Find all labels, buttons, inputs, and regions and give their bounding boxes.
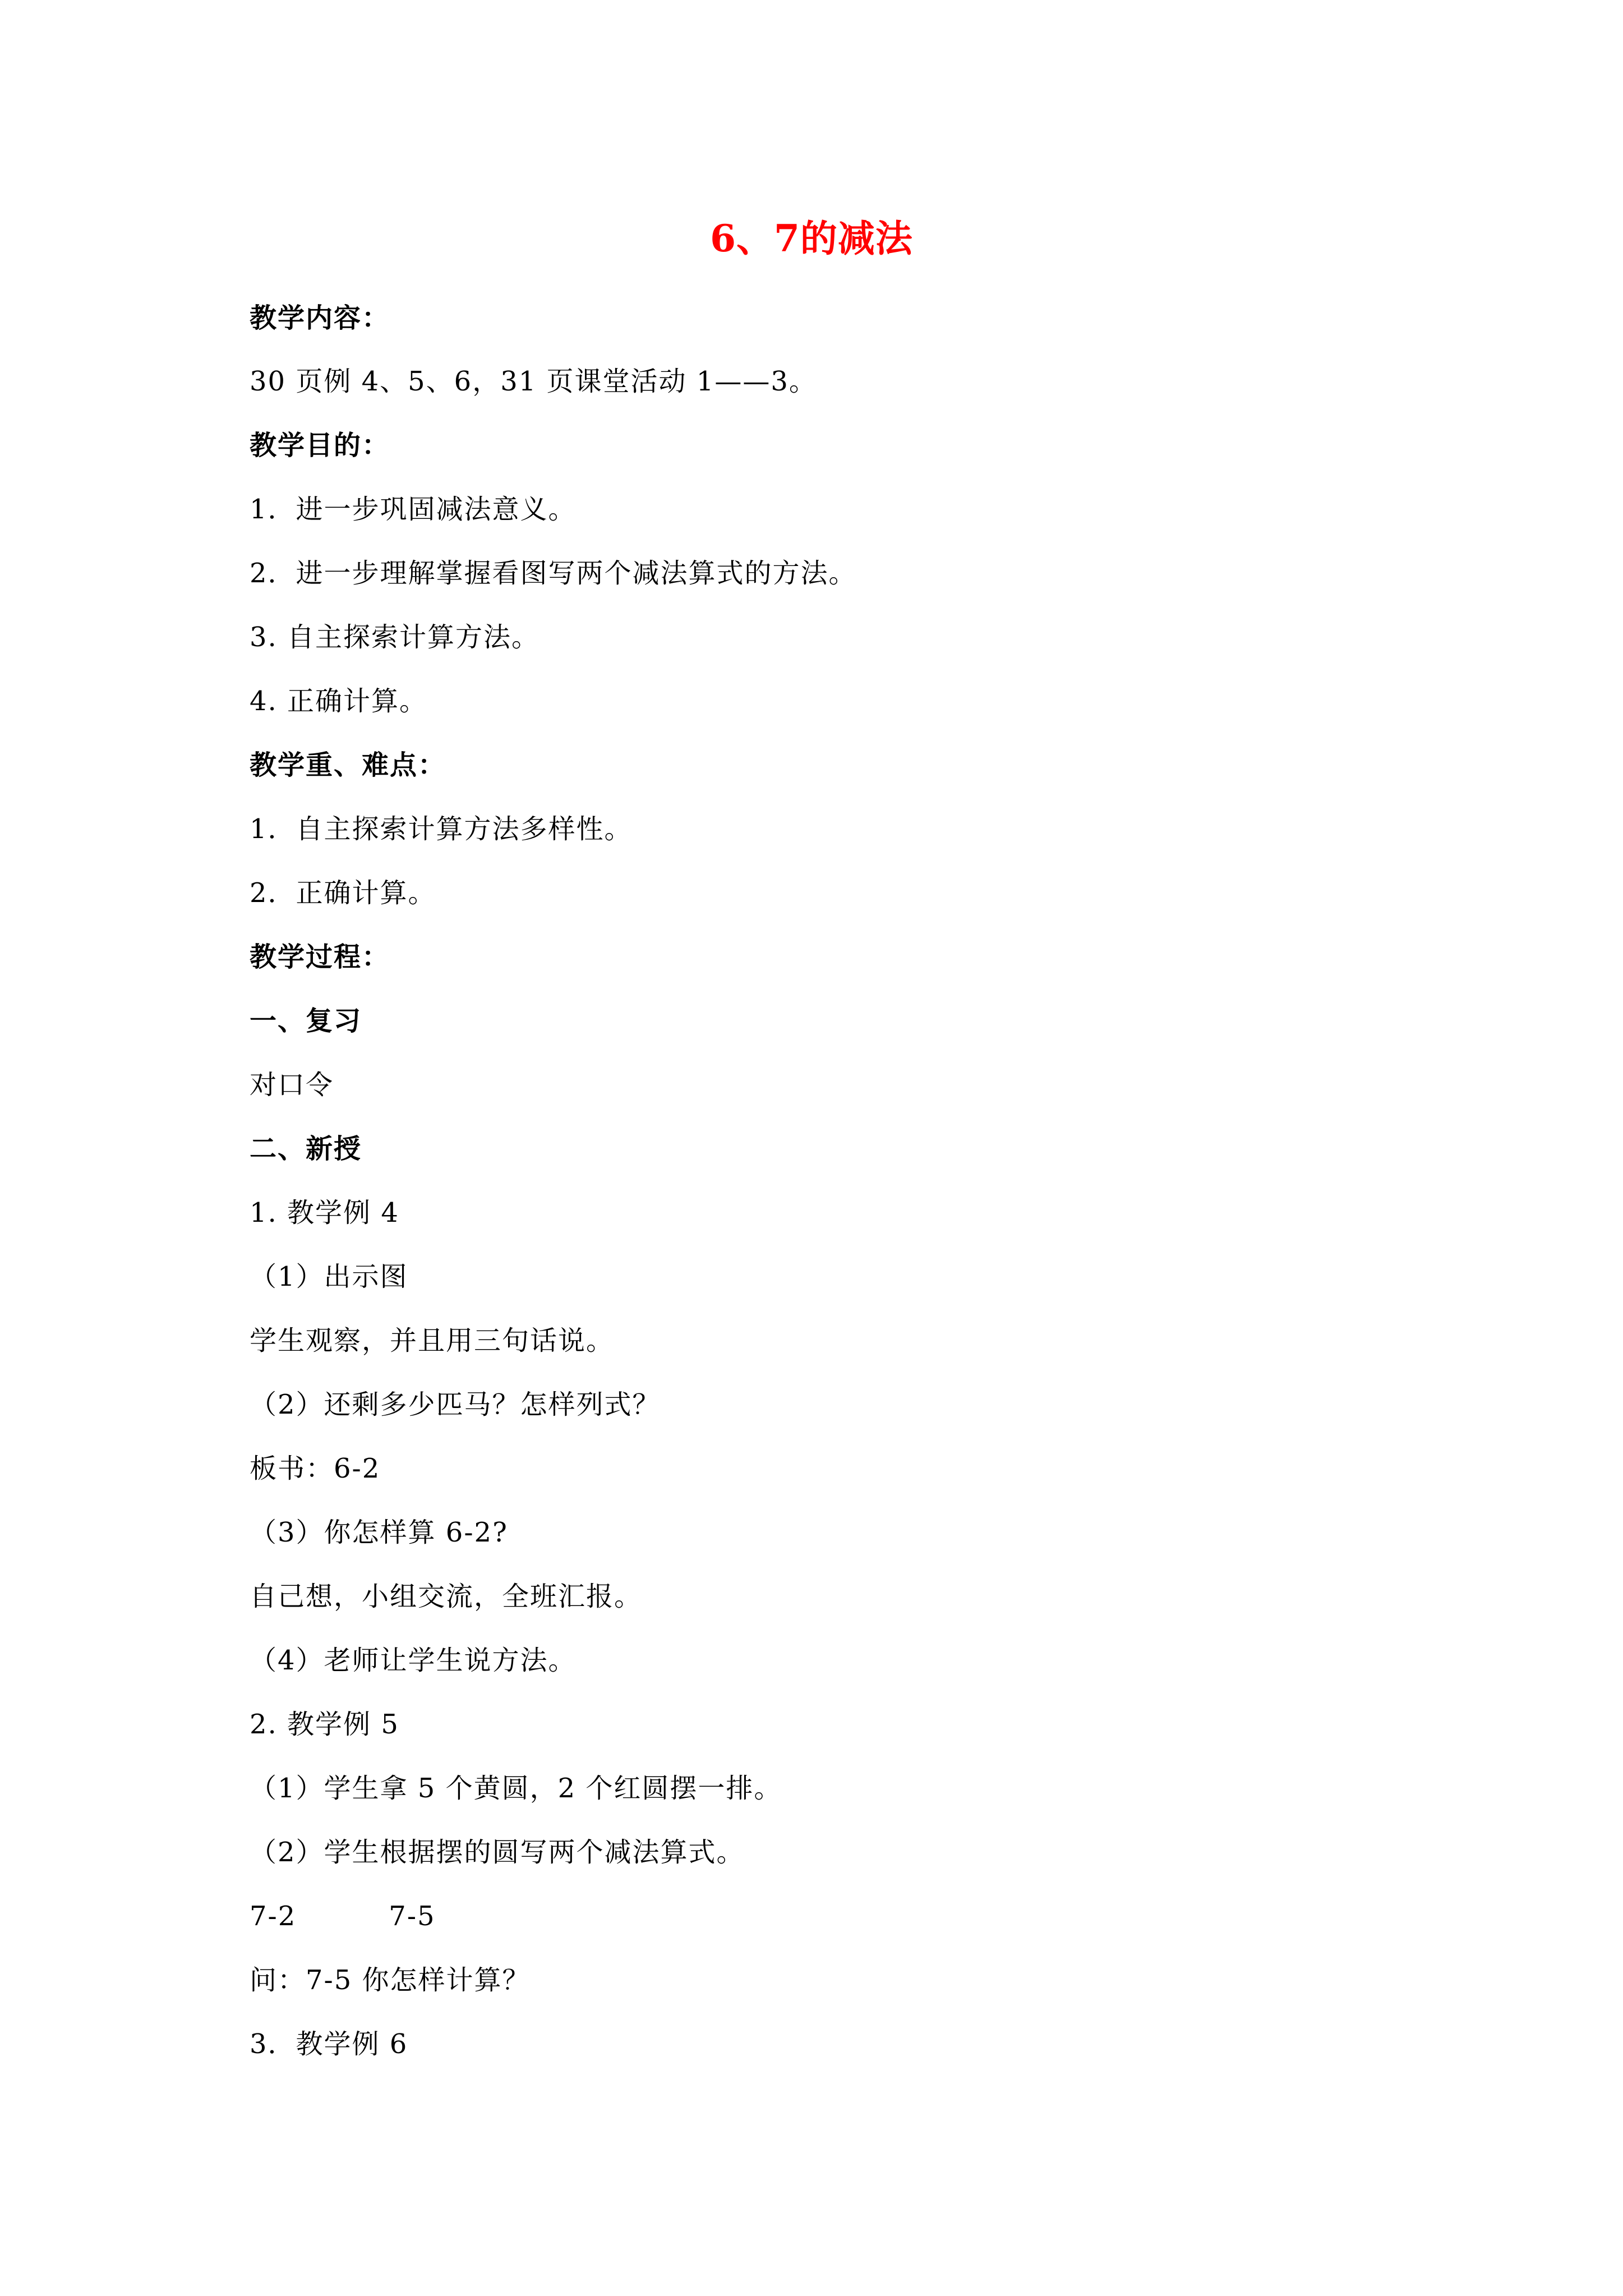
list-item-example-4: 1. 教学例 4 (250, 1197, 399, 1228)
step-teacher-asks: （4）老师让学生说方法。 (250, 1645, 577, 1676)
heading-teaching-content: 教学内容： (250, 302, 390, 334)
step-how-many-horses: （2）还剩多少匹马？怎样列式？ (250, 1389, 661, 1420)
step-how-to-calculate: （3）你怎样算 6-2? (250, 1517, 508, 1548)
equation-7-minus-5: 7-5 (389, 1901, 436, 1932)
list-item-example-6: 3．教学例 6 (250, 2028, 408, 2060)
list-item-goal-2: 2．进一步理解掌握看图写两个减法算式的方法。 (250, 558, 857, 589)
equations-row (250, 1898, 436, 1934)
heading-teaching-goals: 教学目的： (250, 430, 390, 461)
section-heading-new-lesson: 二、新授 (250, 1133, 362, 1165)
paragraph-students-observe: 学生观察，并且用三句话说。 (250, 1325, 615, 1356)
paragraph-review-activity: 对口令 (250, 1069, 334, 1101)
paragraph-board-writing: 板书：6-2 (250, 1453, 381, 1484)
list-item-goal-4: 4. 正确计算。 (250, 685, 428, 717)
step-show-picture: （1）出示图 (250, 1261, 408, 1292)
step-write-equations: （2）学生根据摆的圆写两个减法算式。 (250, 1837, 745, 1868)
list-item-goal-1: 1．进一步巩固减法意义。 (250, 494, 577, 525)
step-arrange-circles: （1）学生拿 5 个黄圆，2 个红圆摆一排。 (250, 1773, 782, 1804)
list-item-key-2: 2．正确计算。 (250, 877, 436, 909)
list-item-key-1: 1．自主探索计算方法多样性。 (250, 813, 633, 845)
equation-7-minus-2: 7-2 (250, 1901, 297, 1932)
heading-teaching-process: 教学过程： (250, 941, 390, 973)
list-item-example-5: 2. 教学例 5 (250, 1709, 399, 1740)
heading-key-points: 教学重、难点： (250, 749, 446, 781)
paragraph-question: 问：7-5 你怎样计算？ (250, 1964, 531, 1996)
list-item-goal-3: 3. 自主探索计算方法。 (250, 622, 540, 653)
document-title: 6、7的减法 (710, 217, 913, 260)
section-heading-review: 一、复习 (250, 1005, 362, 1037)
paragraph-think-discuss: 自己想，小组交流，全班汇报。 (250, 1581, 643, 1612)
paragraph-content-pages: 30 页例 4、5、6，31 页课堂活动 1——3。 (250, 366, 817, 397)
